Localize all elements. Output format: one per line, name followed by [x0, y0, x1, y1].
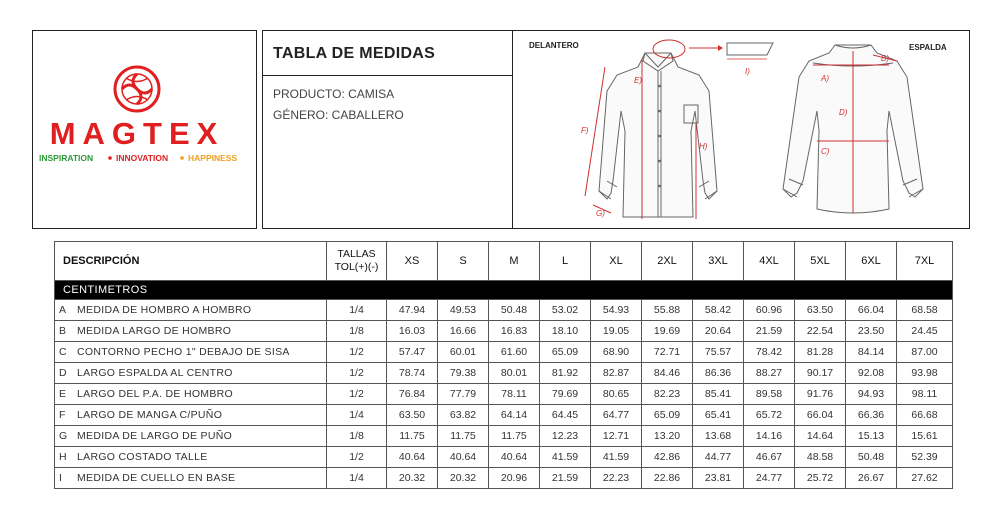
measurement-cell: 14.64 — [795, 426, 846, 447]
tolerance-label: TOL(+)(-) — [334, 261, 379, 273]
measurement-cell: 64.77 — [591, 405, 642, 426]
row-tolerance: 1/2 — [327, 342, 387, 363]
measurement-cell: 61.60 — [489, 342, 540, 363]
table-row — [55, 321, 953, 342]
measurement-cell: 22.86 — [642, 468, 693, 489]
column-header-tolerance — [327, 242, 387, 281]
tagline-innovation: INNOVATION — [116, 153, 169, 163]
label-f: F) — [581, 126, 589, 135]
measurement-cell: 84.14 — [846, 342, 897, 363]
row-description — [55, 363, 327, 384]
column-header-size: 6XL — [846, 242, 897, 281]
table-row — [55, 447, 953, 468]
measurement-cell: 85.41 — [693, 384, 744, 405]
row-description-text: LARGO DEL P.A. DE HOMBRO — [77, 388, 233, 400]
measurement-cell: 98.11 — [897, 384, 953, 405]
measurement-cell: 16.83 — [489, 321, 540, 342]
front-view-label: DELANTERO — [529, 41, 579, 50]
measurement-cell: 41.59 — [591, 447, 642, 468]
measurement-cell: 65.72 — [744, 405, 795, 426]
shirt-diagram — [513, 31, 968, 227]
column-header-size: 5XL — [795, 242, 846, 281]
row-description-text: LARGO COSTADO TALLE — [77, 451, 208, 463]
measurement-cell: 23.50 — [846, 321, 897, 342]
row-letter: C — [59, 346, 67, 358]
measurement-cell: 68.90 — [591, 342, 642, 363]
measurement-cell: 12.71 — [591, 426, 642, 447]
table-row — [55, 342, 953, 363]
row-letter: H — [59, 451, 67, 463]
row-description-text: LARGO ESPALDA AL CENTRO — [77, 367, 233, 379]
table-row — [55, 426, 953, 447]
measurement-cell: 89.58 — [744, 384, 795, 405]
measurement-cell: 77.79 — [438, 384, 489, 405]
measurement-cell: 76.84 — [387, 384, 438, 405]
measurement-cell: 81.92 — [540, 363, 591, 384]
measurement-cell: 48.58 — [795, 447, 846, 468]
measurement-cell: 65.41 — [693, 405, 744, 426]
row-description — [55, 405, 327, 426]
measurement-cell: 66.36 — [846, 405, 897, 426]
table-row — [55, 468, 953, 489]
measurement-cell: 16.66 — [438, 321, 489, 342]
row-description — [55, 447, 327, 468]
measurement-cell: 65.09 — [642, 405, 693, 426]
measurement-cell: 87.00 — [897, 342, 953, 363]
table-row — [55, 384, 953, 405]
measurement-cell: 72.71 — [642, 342, 693, 363]
tagline-happiness: HAPPINESS — [188, 153, 238, 163]
measurement-cell: 50.48 — [489, 300, 540, 321]
brand-name: MAGTEX — [49, 116, 225, 151]
measurement-cell: 14.16 — [744, 426, 795, 447]
measurement-cell: 64.14 — [489, 405, 540, 426]
column-header-size: S — [438, 242, 489, 281]
label-e: E) — [634, 76, 642, 85]
product-label: PRODUCTO: CAMISA — [273, 87, 395, 101]
measurement-cell: 26.67 — [846, 468, 897, 489]
measurement-cell: 66.04 — [795, 405, 846, 426]
column-header-size: 4XL — [744, 242, 795, 281]
row-letter: F — [59, 409, 66, 421]
shirt-diagram-panel — [512, 30, 970, 229]
label-b: B) — [881, 54, 889, 63]
table-header-row — [55, 242, 953, 281]
row-letter: B — [59, 325, 67, 337]
row-tolerance: 1/8 — [327, 321, 387, 342]
measurement-cell: 75.57 — [693, 342, 744, 363]
tagline-dot-icon — [180, 156, 184, 160]
row-description — [55, 426, 327, 447]
globe-icon — [115, 67, 159, 111]
measurement-cell: 82.23 — [642, 384, 693, 405]
measurement-cell: 88.27 — [744, 363, 795, 384]
measurement-cell: 25.72 — [795, 468, 846, 489]
row-description-text: MEDIDA DE LARGO DE PUÑO — [77, 430, 233, 442]
logo-panel — [32, 30, 257, 229]
measurement-cell: 47.94 — [387, 300, 438, 321]
measurement-cell: 44.77 — [693, 447, 744, 468]
row-description — [55, 468, 327, 489]
measurement-cell: 63.82 — [438, 405, 489, 426]
magtex-logo — [33, 31, 255, 227]
measurement-cell: 20.96 — [489, 468, 540, 489]
row-description — [55, 342, 327, 363]
column-header-size: L — [540, 242, 591, 281]
measurement-cell: 78.42 — [744, 342, 795, 363]
row-tolerance: 1/4 — [327, 405, 387, 426]
measurement-cell: 91.76 — [795, 384, 846, 405]
measurement-cell: 13.68 — [693, 426, 744, 447]
measurement-cell: 24.45 — [897, 321, 953, 342]
measurement-cell: 18.10 — [540, 321, 591, 342]
row-description-text: LARGO DE MANGA C/PUÑO — [77, 409, 223, 421]
gender-label: GÉNERO: CABALLERO — [273, 108, 404, 122]
measurement-cell: 86.36 — [693, 363, 744, 384]
measurement-cell: 46.67 — [744, 447, 795, 468]
measurement-cell: 66.68 — [897, 405, 953, 426]
measurement-cell: 63.50 — [795, 300, 846, 321]
measurement-cell: 94.93 — [846, 384, 897, 405]
measurement-cell: 57.47 — [387, 342, 438, 363]
measurement-cell: 66.04 — [846, 300, 897, 321]
row-tolerance: 1/2 — [327, 363, 387, 384]
measurement-cell: 50.48 — [846, 447, 897, 468]
row-letter: I — [59, 472, 63, 484]
unit-row — [55, 281, 953, 300]
measurement-cell: 79.38 — [438, 363, 489, 384]
column-header-size: XL — [591, 242, 642, 281]
measurement-cell: 16.03 — [387, 321, 438, 342]
measurement-cell: 11.75 — [438, 426, 489, 447]
measurement-cell: 90.17 — [795, 363, 846, 384]
measurement-cell: 20.32 — [438, 468, 489, 489]
front-shirt-icon — [599, 53, 717, 217]
measurement-cell: 79.69 — [540, 384, 591, 405]
measurement-cell: 15.13 — [846, 426, 897, 447]
measurement-cell: 58.42 — [693, 300, 744, 321]
measurement-cell: 22.54 — [795, 321, 846, 342]
measurement-cell: 65.09 — [540, 342, 591, 363]
row-description — [55, 321, 327, 342]
row-letter: A — [59, 304, 67, 316]
label-i: I) — [745, 67, 750, 76]
measurement-cell: 23.81 — [693, 468, 744, 489]
column-header-size: 7XL — [897, 242, 953, 281]
measurement-cell: 78.74 — [387, 363, 438, 384]
measurement-cell: 19.05 — [591, 321, 642, 342]
measurement-cell: 92.08 — [846, 363, 897, 384]
row-description-text: MEDIDA DE HOMBRO A HOMBRO — [77, 304, 252, 316]
measurement-cell: 40.64 — [489, 447, 540, 468]
measurement-cell: 40.64 — [438, 447, 489, 468]
measurement-cell: 63.50 — [387, 405, 438, 426]
measurement-cell: 81.28 — [795, 342, 846, 363]
measurement-cell: 52.39 — [897, 447, 953, 468]
tallas-label: TALLAS — [337, 248, 376, 260]
measurement-cell: 64.45 — [540, 405, 591, 426]
measurement-cell: 24.77 — [744, 468, 795, 489]
row-description-text: MEDIDA LARGO DE HOMBRO — [77, 325, 232, 337]
measurement-cell: 20.32 — [387, 468, 438, 489]
row-description — [55, 300, 327, 321]
row-tolerance: 1/2 — [327, 447, 387, 468]
label-d: D) — [839, 108, 848, 117]
measurement-cell: 80.01 — [489, 363, 540, 384]
measurement-cell: 41.59 — [540, 447, 591, 468]
table-row — [55, 363, 953, 384]
measurement-cell: 93.98 — [897, 363, 953, 384]
measurement-cell: 82.87 — [591, 363, 642, 384]
page-title: TABLA DE MEDIDAS — [273, 45, 436, 62]
measurement-cell: 54.93 — [591, 300, 642, 321]
measurement-cell: 42.86 — [642, 447, 693, 468]
header-divider — [263, 75, 513, 76]
back-view-label: ESPALDA — [909, 43, 947, 52]
row-tolerance: 1/4 — [327, 300, 387, 321]
measurement-cell: 22.23 — [591, 468, 642, 489]
row-letter: G — [59, 430, 68, 442]
label-a: A) — [821, 74, 829, 83]
row-description-text: MEDIDA DE CUELLO EN BASE — [77, 472, 236, 484]
measurement-cell: 15.61 — [897, 426, 953, 447]
column-header-size: 2XL — [642, 242, 693, 281]
measurement-cell: 84.46 — [642, 363, 693, 384]
measurement-cell: 27.62 — [897, 468, 953, 489]
row-tolerance: 1/2 — [327, 384, 387, 405]
measurement-cell: 11.75 — [387, 426, 438, 447]
measurement-cell: 68.58 — [897, 300, 953, 321]
table-row — [55, 300, 953, 321]
measurement-cell: 60.01 — [438, 342, 489, 363]
row-tolerance: 1/8 — [327, 426, 387, 447]
measurement-cell: 12.23 — [540, 426, 591, 447]
measurement-cell: 49.53 — [438, 300, 489, 321]
measurement-cell: 78.11 — [489, 384, 540, 405]
row-description — [55, 384, 327, 405]
column-header-size: M — [489, 242, 540, 281]
unit-label: CENTIMETROS — [55, 281, 953, 300]
table-row — [55, 405, 953, 426]
tagline-inspiration: INSPIRATION — [39, 153, 94, 163]
label-c: C) — [821, 147, 830, 156]
row-tolerance: 1/4 — [327, 468, 387, 489]
measurement-cell: 11.75 — [489, 426, 540, 447]
measurement-cell: 19.69 — [642, 321, 693, 342]
label-g: G) — [596, 209, 605, 218]
column-header-description: DESCRIPCIÓN — [55, 242, 327, 281]
header-panel — [262, 30, 514, 229]
measurement-cell: 13.20 — [642, 426, 693, 447]
measurement-cell: 20.64 — [693, 321, 744, 342]
label-h: H) — [699, 142, 708, 151]
measurement-cell: 40.64 — [387, 447, 438, 468]
measurement-cell: 55.88 — [642, 300, 693, 321]
measurement-cell: 21.59 — [540, 468, 591, 489]
column-header-size: 3XL — [693, 242, 744, 281]
size-table — [54, 241, 952, 489]
measurement-cell: 21.59 — [744, 321, 795, 342]
row-letter: D — [59, 367, 67, 379]
measurement-cell: 53.02 — [540, 300, 591, 321]
column-header-size: XS — [387, 242, 438, 281]
row-letter: E — [59, 388, 67, 400]
tagline-dot-icon — [108, 156, 112, 160]
row-description-text: CONTORNO PECHO 1" DEBAJO DE SISA — [77, 346, 290, 358]
measurement-cell: 60.96 — [744, 300, 795, 321]
measurement-cell: 80.65 — [591, 384, 642, 405]
